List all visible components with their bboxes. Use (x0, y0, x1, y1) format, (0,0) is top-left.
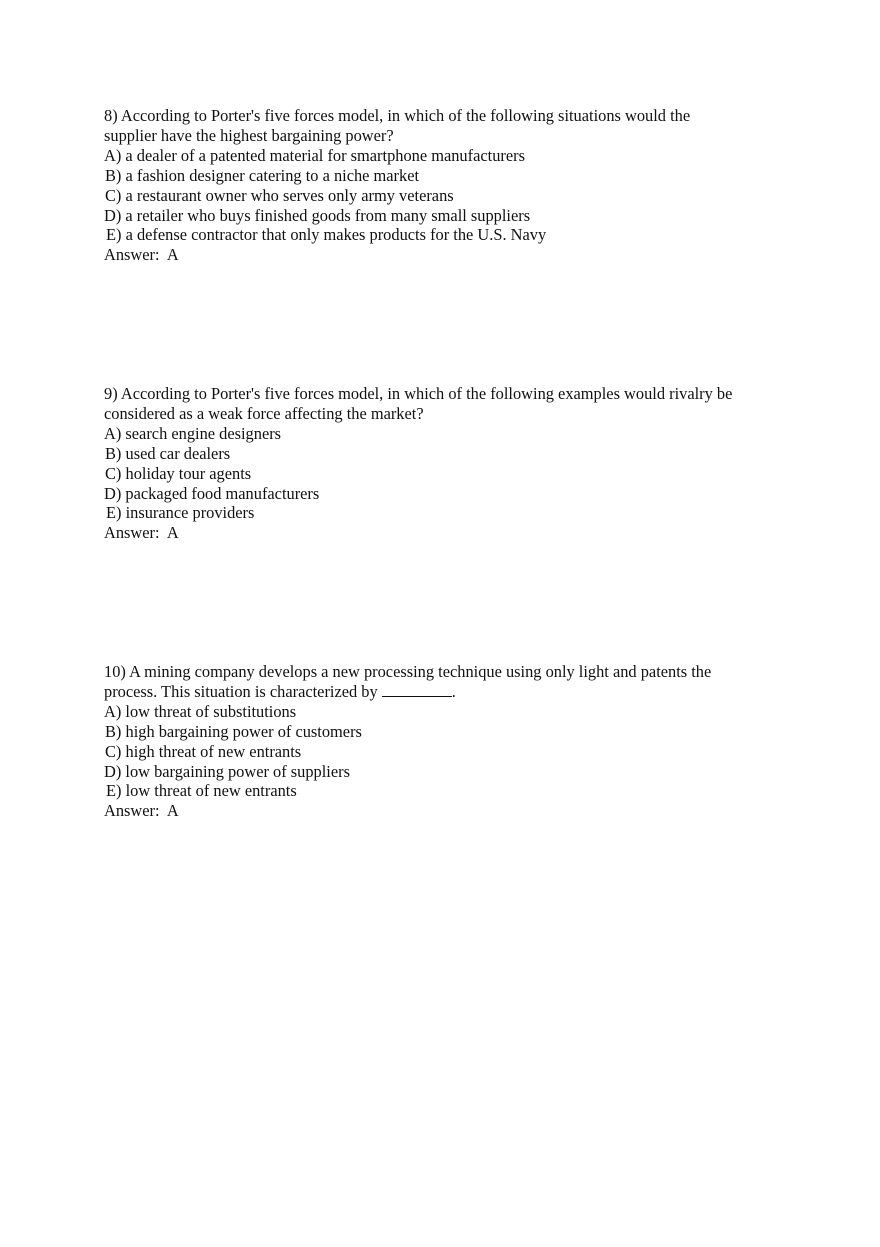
option-e (104, 225, 804, 245)
option-letter: B) (105, 165, 122, 185)
option-letter: D) (104, 205, 122, 225)
option-text: a defense contractor that only makes products for the U.S. Navy (125, 225, 547, 245)
question-stem-line-1: A mining company develops a new processing technique using only light and patents the (129, 662, 712, 681)
answer-line (104, 801, 804, 821)
option-d (104, 484, 804, 504)
answer-value: A (166, 245, 179, 265)
option-letter: A) (104, 145, 122, 165)
option-text: a restaurant owner who serves only army veterans (125, 185, 454, 205)
question-stem (104, 662, 804, 682)
option-a (104, 702, 804, 722)
option-c (104, 742, 804, 762)
option-a (104, 424, 804, 444)
option-letter: E) (106, 225, 122, 245)
option-c (104, 464, 804, 484)
option-c (104, 186, 804, 206)
question-stem-line-1: According to Porter's five forces model, in which of the following situations would the (120, 106, 691, 125)
option-letter: B) (105, 721, 122, 741)
question-9 (104, 384, 804, 543)
answer-value: A (166, 523, 179, 543)
answer-label: Answer: (104, 245, 160, 265)
option-letter: A) (104, 423, 122, 443)
answer-line (104, 245, 804, 265)
option-letter: D) (104, 483, 122, 503)
question-stem-line-2: considered as a weak force affecting the market? (104, 403, 424, 423)
question-stem-period: . (451, 681, 456, 701)
option-text: search engine designers (125, 423, 282, 443)
option-text: a retailer who buys finished goods from many small suppliers (125, 205, 531, 225)
option-d (104, 762, 804, 782)
option-letter: A) (104, 701, 122, 721)
question-stem (104, 106, 804, 126)
option-letter: C) (105, 185, 122, 205)
question-8 (104, 106, 804, 265)
question-stem-line-2 (104, 682, 804, 702)
option-letter: B) (105, 443, 122, 463)
option-e (104, 781, 804, 801)
option-letter: E) (106, 503, 122, 523)
option-text: high bargaining power of customers (125, 721, 362, 741)
question-number: 8) (104, 106, 118, 125)
option-letter: C) (105, 463, 122, 483)
option-text: a fashion designer catering to a niche market (125, 165, 420, 185)
question-stem-text: process. This situation is characterized by (104, 681, 378, 701)
option-e (104, 503, 804, 523)
answer-label: Answer: (104, 801, 160, 821)
option-text: holiday tour agents (125, 463, 252, 483)
option-d (104, 206, 804, 226)
question-stem (104, 384, 804, 404)
option-text: packaged food manufacturers (125, 483, 320, 503)
option-text: low threat of substitutions (125, 701, 297, 721)
answer-label: Answer: (104, 523, 160, 543)
option-text: used car dealers (125, 443, 231, 463)
option-text: high threat of new entrants (125, 741, 302, 761)
option-b (104, 166, 804, 186)
option-letter: D) (104, 761, 122, 781)
option-letter: E) (106, 781, 122, 801)
option-a (104, 146, 804, 166)
option-text: low bargaining power of suppliers (125, 761, 350, 781)
option-b (104, 444, 804, 464)
option-b (104, 722, 804, 742)
question-10 (104, 662, 804, 821)
question-stem-line-1: According to Porter's five forces model, in which of the following examples would rivalry be (120, 384, 733, 403)
answer-line (104, 523, 804, 543)
question-stem-line-2: supplier have the highest bargaining power? (104, 125, 394, 145)
option-text: low threat of new entrants (125, 781, 297, 801)
option-text: a dealer of a patented material for smartphone manufacturers (125, 145, 525, 165)
option-text: insurance providers (125, 503, 255, 523)
option-letter: C) (105, 741, 122, 761)
question-number: 9) (104, 384, 118, 403)
answer-value: A (166, 801, 179, 821)
question-number: 10) (104, 662, 126, 681)
fill-in-blank (382, 682, 452, 697)
